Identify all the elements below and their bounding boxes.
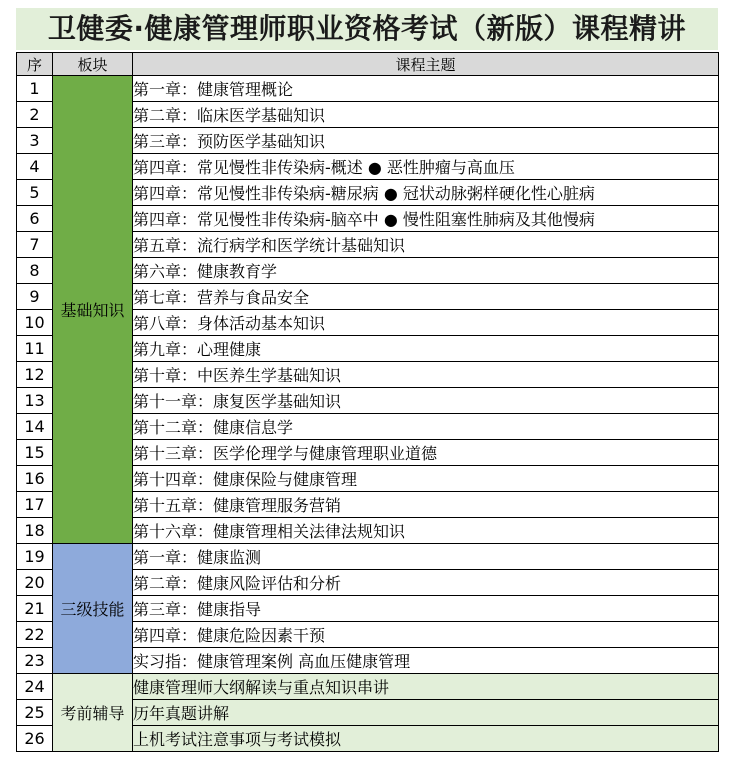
row-topic: 实习指：健康管理案例 高血压健康管理 bbox=[133, 648, 719, 674]
row-topic: 第四章：常见慢性非传染病-概述 ● 恶性肿瘤与高血压 bbox=[133, 154, 719, 180]
row-index: 6 bbox=[17, 206, 53, 232]
header-index: 序 bbox=[17, 53, 53, 76]
row-index: 15 bbox=[17, 440, 53, 466]
row-topic: 第三章：预防医学基础知识 bbox=[133, 128, 719, 154]
row-index: 3 bbox=[17, 128, 53, 154]
row-topic: 第一章：健康管理概论 bbox=[133, 76, 719, 102]
row-index: 14 bbox=[17, 414, 53, 440]
row-topic: 健康管理师大纲解读与重点知识串讲 bbox=[133, 674, 719, 700]
row-topic: 第十五章：健康管理服务营销 bbox=[133, 492, 719, 518]
course-table bbox=[16, 52, 719, 752]
section-label: 考前辅导 bbox=[53, 674, 133, 752]
table-row bbox=[17, 674, 719, 700]
row-index: 24 bbox=[17, 674, 53, 700]
row-index: 20 bbox=[17, 570, 53, 596]
row-topic: 第二章：健康风险评估和分析 bbox=[133, 570, 719, 596]
row-topic: 第十四章：健康保险与健康管理 bbox=[133, 466, 719, 492]
table-header-row bbox=[17, 53, 719, 76]
row-topic: 第四章：常见慢性非传染病-糖尿病 ● 冠状动脉粥样硬化性心脏病 bbox=[133, 180, 719, 206]
header-section: 板块 bbox=[53, 53, 133, 76]
row-index: 1 bbox=[17, 76, 53, 102]
row-topic: 历年真题讲解 bbox=[133, 700, 719, 726]
row-topic: 第七章：营养与食品安全 bbox=[133, 284, 719, 310]
header-topic: 课程主题 bbox=[133, 53, 719, 76]
row-topic: 第四章：健康危险因素干预 bbox=[133, 622, 719, 648]
row-topic: 第九章：心理健康 bbox=[133, 336, 719, 362]
row-index: 8 bbox=[17, 258, 53, 284]
row-index: 11 bbox=[17, 336, 53, 362]
row-topic: 第十章：中医养生学基础知识 bbox=[133, 362, 719, 388]
row-topic: 第一章：健康监测 bbox=[133, 544, 719, 570]
row-topic: 第二章：临床医学基础知识 bbox=[133, 102, 719, 128]
row-index: 12 bbox=[17, 362, 53, 388]
row-topic: 第五章：流行病学和医学统计基础知识 bbox=[133, 232, 719, 258]
row-topic: 第八章：身体活动基本知识 bbox=[133, 310, 719, 336]
section-label: 三级技能 bbox=[53, 544, 133, 674]
row-topic: 第十六章：健康管理相关法律法规知识 bbox=[133, 518, 719, 544]
section-label: 基础知识 bbox=[53, 76, 133, 544]
row-index: 19 bbox=[17, 544, 53, 570]
row-index: 10 bbox=[17, 310, 53, 336]
row-topic: 第四章：常见慢性非传染病-脑卒中 ● 慢性阻塞性肺病及其他慢病 bbox=[133, 206, 719, 232]
table-row bbox=[17, 76, 719, 102]
row-index: 4 bbox=[17, 154, 53, 180]
row-topic: 第十一章：康复医学基础知识 bbox=[133, 388, 719, 414]
table-body bbox=[17, 76, 719, 752]
table-row bbox=[17, 544, 719, 570]
row-topic: 第三章：健康指导 bbox=[133, 596, 719, 622]
row-index: 5 bbox=[17, 180, 53, 206]
row-topic: 第十二章：健康信息学 bbox=[133, 414, 719, 440]
page-title: 卫健委·健康管理师职业资格考试（新版）课程精讲 bbox=[16, 8, 718, 50]
row-index: 25 bbox=[17, 700, 53, 726]
row-topic: 第六章：健康教育学 bbox=[133, 258, 719, 284]
row-index: 17 bbox=[17, 492, 53, 518]
row-index: 7 bbox=[17, 232, 53, 258]
row-index: 2 bbox=[17, 102, 53, 128]
row-index: 18 bbox=[17, 518, 53, 544]
row-index: 26 bbox=[17, 726, 53, 752]
row-topic: 上机考试注意事项与考试模拟 bbox=[133, 726, 719, 752]
row-index: 9 bbox=[17, 284, 53, 310]
row-index: 21 bbox=[17, 596, 53, 622]
row-index: 22 bbox=[17, 622, 53, 648]
row-index: 16 bbox=[17, 466, 53, 492]
row-index: 23 bbox=[17, 648, 53, 674]
row-index: 13 bbox=[17, 388, 53, 414]
row-topic: 第十三章：医学伦理学与健康管理职业道德 bbox=[133, 440, 719, 466]
